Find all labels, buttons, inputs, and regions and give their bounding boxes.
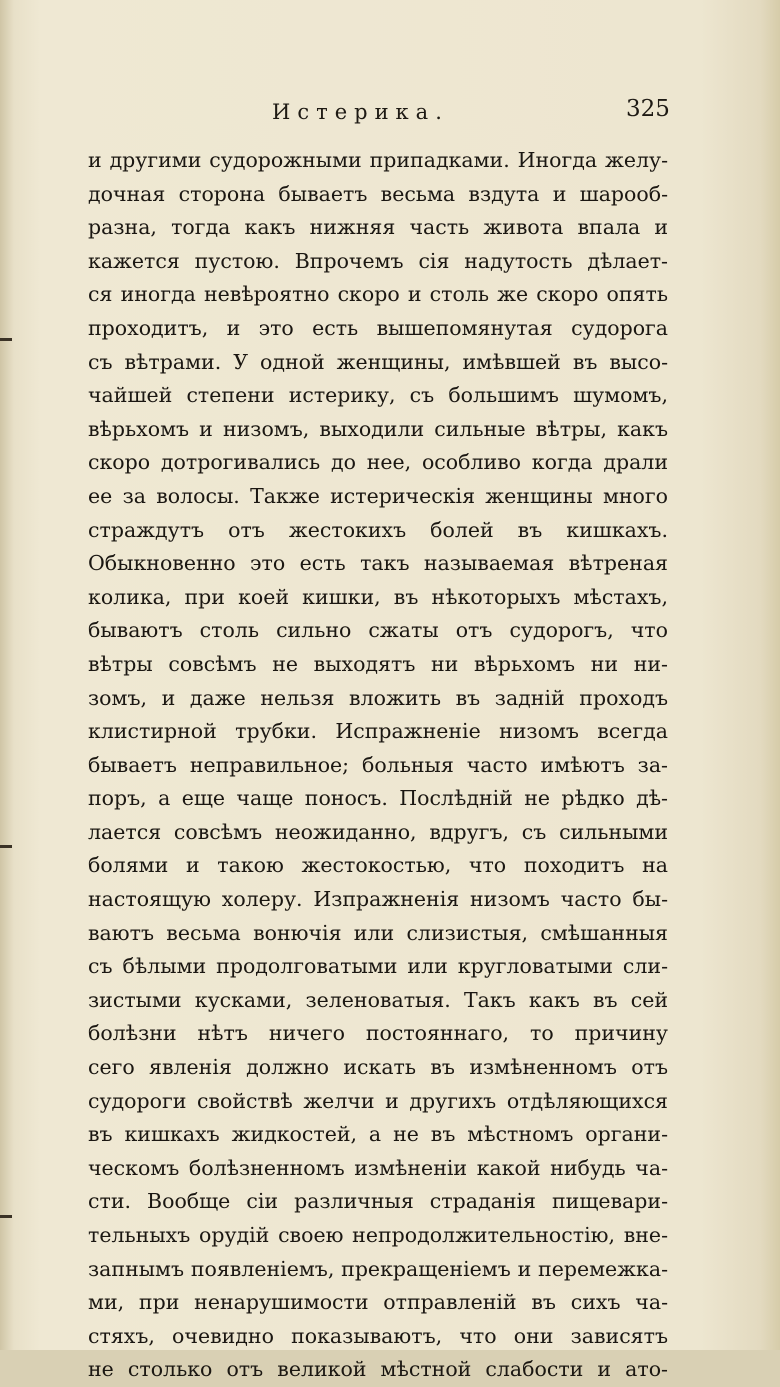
text-line: ся иногда невѣроятно скоро и столь же скоро опять bbox=[88, 282, 668, 307]
running-title: Истерика. bbox=[272, 100, 449, 124]
text-line: съ бѣлыми продолговатыми или кругловатыми сли- bbox=[88, 954, 668, 979]
text-line: не столько отъ великой мѣстной слабости и ато- bbox=[88, 1357, 668, 1382]
text-line: зомъ, и даже нельзя вложить въ заднiй проходъ bbox=[88, 685, 668, 710]
text-line: вѣрьхомъ и низомъ, выходили сильные вѣтры, какъ bbox=[88, 416, 668, 441]
text-line: колика, при коей кишки, въ нѣкоторыхъ мѣстахъ, bbox=[88, 584, 668, 609]
text-line: болями и такою жестокостью, что походитъ на bbox=[88, 853, 668, 878]
text-line: зистыми кусками, зеленоватыя. Такъ какъ въ сей bbox=[88, 987, 668, 1012]
text-line: клистирной трубки. Испражненiе низомъ всегда bbox=[88, 719, 668, 744]
text-line: ми, при ненарушимости отправленій въ сихъ ча- bbox=[88, 1290, 668, 1315]
margin-mark bbox=[0, 338, 12, 341]
text-line: тельныхъ орудій своею непродолжительностію, вне- bbox=[88, 1223, 668, 1247]
text-line: страждутъ отъ жестокихъ болей въ кишкахъ. bbox=[88, 517, 668, 542]
text-line: поръ, а еще чаще поносъ. Послѣднiй не рѣдко дѣ- bbox=[88, 786, 668, 811]
margin-mark bbox=[0, 845, 12, 848]
text-line: сти. Вообще сіи различныя страданія пищевари- bbox=[88, 1189, 668, 1214]
text-line: лается совсѣмъ неожиданно, вдругъ, съ сильными bbox=[88, 819, 668, 844]
margin-mark bbox=[0, 1215, 12, 1218]
text-line: разна, тогда какъ нижняя часть живота впала и bbox=[88, 215, 668, 240]
text-line: ваютъ весьма вонючія или слизистыя, смѣшанныя bbox=[88, 920, 668, 945]
text-line: дочная сторона бываетъ весьма вздута и шарооб- bbox=[88, 181, 668, 206]
text-line: ческомъ болѣзненномъ измѣненiи какой нибудь ча- bbox=[88, 1155, 668, 1180]
text-line: вѣтры совсѣмъ не выходятъ ни вѣрьхомъ ни ни- bbox=[88, 651, 668, 676]
text-line: ее за волосы. Также истерическія женщины много bbox=[88, 483, 668, 508]
text-line: проходитъ, и это есть вышепомянутая судорога bbox=[88, 315, 668, 340]
text-line: кажется пустою. Впрочемъ сія надутость дѣлает- bbox=[88, 248, 668, 273]
text-line: съ вѣтрами. У одной женщины, имѣвшей въ высо- bbox=[88, 349, 668, 374]
page-header bbox=[0, 96, 780, 136]
text-line: судороги свойствѣ желчи и другихъ отдѣляющихся bbox=[88, 1088, 668, 1113]
text-line: чайшей степени истерику, съ большимъ шумомъ, bbox=[88, 383, 668, 408]
text-line: настоящую холеру. Изпражненія низомъ часто бы- bbox=[88, 887, 668, 912]
text-line: бываютъ столь сильно сжаты отъ судорогъ, что bbox=[88, 618, 668, 643]
text-line: бываетъ неправильное; больныя часто имѣютъ за- bbox=[88, 752, 668, 777]
text-line: стяхъ, очевидно показываютъ, что они зависятъ bbox=[88, 1323, 668, 1348]
page-number: 325 bbox=[626, 96, 670, 122]
text-line: скоро дотрогивались до нее, особливо когда драли bbox=[88, 450, 668, 475]
text-line: болѣзни нѣтъ ничего постояннаго, то причину bbox=[88, 1021, 668, 1046]
text-line: Обыкновенно это есть такъ называемая вѣтреная bbox=[88, 551, 668, 576]
text-line: въ кишкахъ жидкостей, а не въ мѣстномъ органи- bbox=[88, 1122, 668, 1147]
text-line: и другими судорожными припадками. Иногда желу- bbox=[88, 148, 668, 172]
text-line: запнымъ появленіемъ, прекращеніемъ и перемежка- bbox=[88, 1256, 668, 1281]
body-text bbox=[88, 144, 668, 1387]
text-line: сего явленія должно искать въ измѣненномъ отъ bbox=[88, 1055, 668, 1080]
